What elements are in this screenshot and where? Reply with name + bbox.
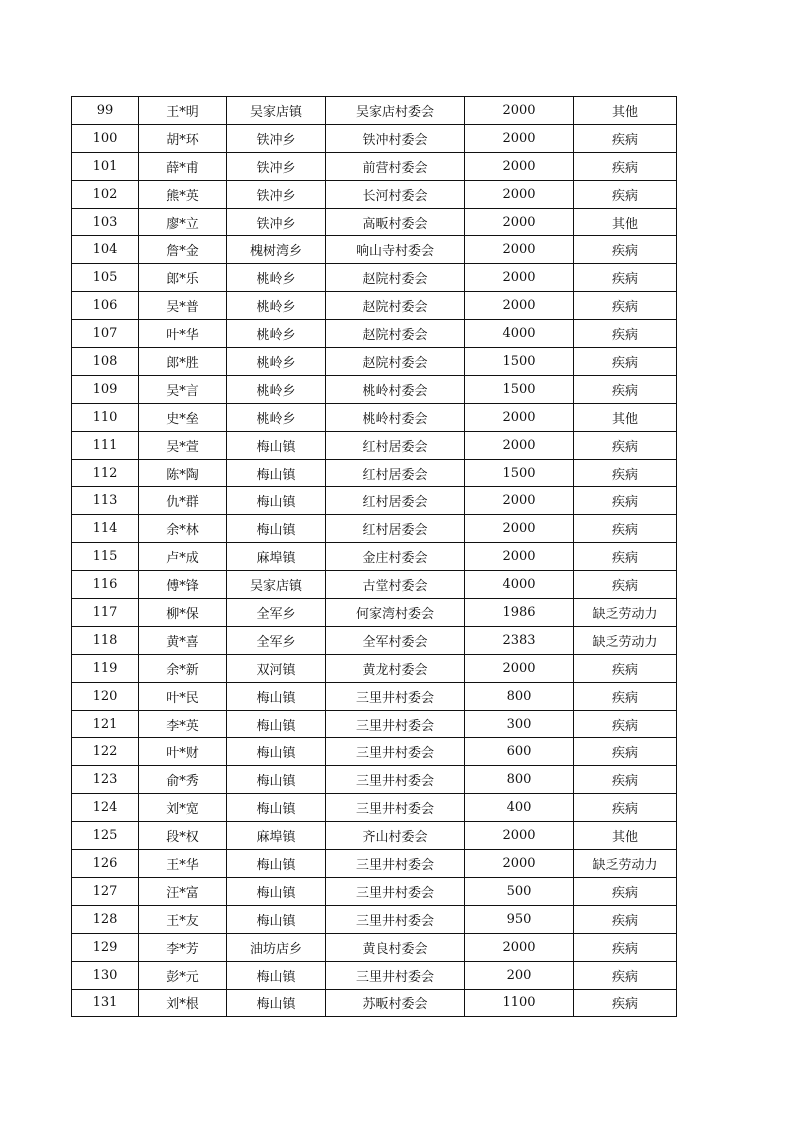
village-committee-cell: 全军村委会	[326, 626, 465, 654]
name-cell: 傅*锋	[139, 571, 227, 599]
table-row	[72, 766, 677, 794]
township-cell: 梅山镇	[227, 989, 326, 1017]
table-row	[72, 487, 677, 515]
township-cell: 梅山镇	[227, 905, 326, 933]
village-committee-cell: 三里井村委会	[326, 905, 465, 933]
reason-cell: 疾病	[574, 989, 677, 1017]
township-cell: 梅山镇	[227, 738, 326, 766]
village-committee-cell: 黄良村委会	[326, 933, 465, 961]
amount-cell: 2000	[465, 431, 574, 459]
name-cell: 郎*乐	[139, 264, 227, 292]
reason-cell: 疾病	[574, 794, 677, 822]
row-number-cell: 131	[72, 989, 139, 1017]
amount-cell: 800	[465, 766, 574, 794]
township-cell: 双河镇	[227, 654, 326, 682]
township-cell: 梅山镇	[227, 710, 326, 738]
name-cell: 柳*保	[139, 599, 227, 627]
village-committee-cell: 红村居委会	[326, 459, 465, 487]
table-row	[72, 794, 677, 822]
township-cell: 吴家店镇	[227, 97, 326, 125]
table-row	[72, 152, 677, 180]
reason-cell: 疾病	[574, 766, 677, 794]
township-cell: 梅山镇	[227, 794, 326, 822]
village-committee-cell: 何家湾村委会	[326, 599, 465, 627]
reason-cell: 疾病	[574, 487, 677, 515]
table-row	[72, 459, 677, 487]
row-number-cell: 129	[72, 933, 139, 961]
township-cell: 吴家店镇	[227, 571, 326, 599]
table-row	[72, 877, 677, 905]
name-cell: 卢*成	[139, 543, 227, 571]
name-cell: 俞*秀	[139, 766, 227, 794]
table-row	[72, 822, 677, 850]
name-cell: 李*芳	[139, 933, 227, 961]
reason-cell: 疾病	[574, 348, 677, 376]
township-cell: 桃岭乡	[227, 264, 326, 292]
name-cell: 史*垒	[139, 403, 227, 431]
reason-cell: 其他	[574, 208, 677, 236]
township-cell: 铁冲乡	[227, 124, 326, 152]
amount-cell: 500	[465, 877, 574, 905]
table-row	[72, 403, 677, 431]
amount-cell: 1500	[465, 348, 574, 376]
name-cell: 仇*群	[139, 487, 227, 515]
row-number-cell: 107	[72, 320, 139, 348]
amount-cell: 2000	[465, 208, 574, 236]
name-cell: 王*华	[139, 850, 227, 878]
table-row	[72, 236, 677, 264]
village-committee-cell: 三里井村委会	[326, 766, 465, 794]
reason-cell: 疾病	[574, 710, 677, 738]
table-row	[72, 320, 677, 348]
row-number-cell: 100	[72, 124, 139, 152]
amount-cell: 2000	[465, 543, 574, 571]
village-committee-cell: 三里井村委会	[326, 738, 465, 766]
amount-cell: 2000	[465, 292, 574, 320]
amount-cell: 2000	[465, 850, 574, 878]
reason-cell: 疾病	[574, 152, 677, 180]
township-cell: 桃岭乡	[227, 375, 326, 403]
village-committee-cell: 吴家店村委会	[326, 97, 465, 125]
amount-cell: 600	[465, 738, 574, 766]
village-committee-cell: 桃岭村委会	[326, 375, 465, 403]
table-row	[72, 97, 677, 125]
village-committee-cell: 红村居委会	[326, 487, 465, 515]
row-number-cell: 120	[72, 682, 139, 710]
amount-cell: 200	[465, 961, 574, 989]
reason-cell: 缺乏劳动力	[574, 626, 677, 654]
name-cell: 刘*宽	[139, 794, 227, 822]
village-committee-cell: 赵院村委会	[326, 320, 465, 348]
name-cell: 廖*立	[139, 208, 227, 236]
township-cell: 槐树湾乡	[227, 236, 326, 264]
village-committee-cell: 前营村委会	[326, 152, 465, 180]
row-number-cell: 102	[72, 180, 139, 208]
name-cell: 詹*金	[139, 236, 227, 264]
township-cell: 麻埠镇	[227, 543, 326, 571]
township-cell: 桃岭乡	[227, 348, 326, 376]
name-cell: 熊*英	[139, 180, 227, 208]
row-number-cell: 109	[72, 375, 139, 403]
name-cell: 段*权	[139, 822, 227, 850]
amount-cell: 2000	[465, 403, 574, 431]
name-cell: 胡*环	[139, 124, 227, 152]
reason-cell: 疾病	[574, 654, 677, 682]
township-cell: 麻埠镇	[227, 822, 326, 850]
township-cell: 梅山镇	[227, 459, 326, 487]
reason-cell: 疾病	[574, 236, 677, 264]
name-cell: 吴*言	[139, 375, 227, 403]
table-row	[72, 682, 677, 710]
amount-cell: 400	[465, 794, 574, 822]
row-number-cell: 101	[72, 152, 139, 180]
row-number-cell: 112	[72, 459, 139, 487]
table-row	[72, 515, 677, 543]
township-cell: 梅山镇	[227, 766, 326, 794]
township-cell: 铁冲乡	[227, 180, 326, 208]
table-row	[72, 738, 677, 766]
village-committee-cell: 桃岭村委会	[326, 403, 465, 431]
row-number-cell: 99	[72, 97, 139, 125]
row-number-cell: 126	[72, 850, 139, 878]
name-cell: 陈*陶	[139, 459, 227, 487]
reason-cell: 疾病	[574, 682, 677, 710]
table-row	[72, 626, 677, 654]
row-number-cell: 124	[72, 794, 139, 822]
row-number-cell: 118	[72, 626, 139, 654]
row-number-cell: 121	[72, 710, 139, 738]
table-row	[72, 431, 677, 459]
name-cell: 余*新	[139, 654, 227, 682]
township-cell: 桃岭乡	[227, 292, 326, 320]
village-committee-cell: 古堂村委会	[326, 571, 465, 599]
table-row	[72, 961, 677, 989]
reason-cell: 疾病	[574, 933, 677, 961]
reason-cell: 疾病	[574, 905, 677, 933]
amount-cell: 2383	[465, 626, 574, 654]
row-number-cell: 127	[72, 877, 139, 905]
table-row	[72, 571, 677, 599]
amount-cell: 2000	[465, 124, 574, 152]
row-number-cell: 115	[72, 543, 139, 571]
amount-cell: 2000	[465, 822, 574, 850]
row-number-cell: 117	[72, 599, 139, 627]
reason-cell: 疾病	[574, 571, 677, 599]
table-row	[72, 292, 677, 320]
village-committee-cell: 赵院村委会	[326, 348, 465, 376]
village-committee-cell: 红村居委会	[326, 431, 465, 459]
reason-cell: 缺乏劳动力	[574, 850, 677, 878]
township-cell: 梅山镇	[227, 431, 326, 459]
village-committee-cell: 赵院村委会	[326, 292, 465, 320]
village-committee-cell: 高畈村委会	[326, 208, 465, 236]
reason-cell: 疾病	[574, 738, 677, 766]
table-row	[72, 543, 677, 571]
village-committee-cell: 长河村委会	[326, 180, 465, 208]
reason-cell: 其他	[574, 403, 677, 431]
amount-cell: 950	[465, 905, 574, 933]
table-row	[72, 850, 677, 878]
row-number-cell: 110	[72, 403, 139, 431]
reason-cell: 疾病	[574, 264, 677, 292]
name-cell: 彭*元	[139, 961, 227, 989]
reason-cell: 其他	[574, 822, 677, 850]
name-cell: 王*明	[139, 97, 227, 125]
row-number-cell: 119	[72, 654, 139, 682]
amount-cell: 300	[465, 710, 574, 738]
name-cell: 刘*根	[139, 989, 227, 1017]
amount-cell: 2000	[465, 933, 574, 961]
table-row	[72, 208, 677, 236]
table-row	[72, 375, 677, 403]
row-number-cell: 122	[72, 738, 139, 766]
table-row	[72, 989, 677, 1017]
reason-cell: 疾病	[574, 292, 677, 320]
township-cell: 全军乡	[227, 599, 326, 627]
township-cell: 梅山镇	[227, 682, 326, 710]
name-cell: 郎*胜	[139, 348, 227, 376]
township-cell: 梅山镇	[227, 877, 326, 905]
township-cell: 铁冲乡	[227, 152, 326, 180]
township-cell: 全军乡	[227, 626, 326, 654]
village-committee-cell: 三里井村委会	[326, 961, 465, 989]
township-cell: 梅山镇	[227, 961, 326, 989]
township-cell: 铁冲乡	[227, 208, 326, 236]
amount-cell: 1986	[465, 599, 574, 627]
amount-cell: 2000	[465, 97, 574, 125]
row-number-cell: 106	[72, 292, 139, 320]
table-row	[72, 180, 677, 208]
name-cell: 薛*甫	[139, 152, 227, 180]
amount-cell: 2000	[465, 236, 574, 264]
name-cell: 黄*喜	[139, 626, 227, 654]
amount-cell: 800	[465, 682, 574, 710]
amount-cell: 2000	[465, 654, 574, 682]
table-row	[72, 599, 677, 627]
name-cell: 吴*萱	[139, 431, 227, 459]
name-cell: 叶*华	[139, 320, 227, 348]
reason-cell: 其他	[574, 97, 677, 125]
village-committee-cell: 三里井村委会	[326, 877, 465, 905]
name-cell: 李*英	[139, 710, 227, 738]
reason-cell: 缺乏劳动力	[574, 599, 677, 627]
township-cell: 桃岭乡	[227, 320, 326, 348]
village-committee-cell: 三里井村委会	[326, 710, 465, 738]
table-row	[72, 905, 677, 933]
amount-cell: 2000	[465, 487, 574, 515]
amount-cell: 1500	[465, 459, 574, 487]
village-committee-cell: 铁冲村委会	[326, 124, 465, 152]
amount-cell: 2000	[465, 152, 574, 180]
reason-cell: 疾病	[574, 180, 677, 208]
village-committee-cell: 红村居委会	[326, 515, 465, 543]
amount-cell: 2000	[465, 264, 574, 292]
reason-cell: 疾病	[574, 543, 677, 571]
reason-cell: 疾病	[574, 459, 677, 487]
village-committee-cell: 黄龙村委会	[326, 654, 465, 682]
village-committee-cell: 金庄村委会	[326, 543, 465, 571]
reason-cell: 疾病	[574, 320, 677, 348]
village-committee-cell: 苏畈村委会	[326, 989, 465, 1017]
village-committee-cell: 响山寺村委会	[326, 236, 465, 264]
amount-cell: 4000	[465, 320, 574, 348]
village-committee-cell: 三里井村委会	[326, 682, 465, 710]
amount-cell: 4000	[465, 571, 574, 599]
village-committee-cell: 赵院村委会	[326, 264, 465, 292]
amount-cell: 2000	[465, 180, 574, 208]
township-cell: 桃岭乡	[227, 403, 326, 431]
row-number-cell: 103	[72, 208, 139, 236]
table-row	[72, 654, 677, 682]
row-number-cell: 114	[72, 515, 139, 543]
reason-cell: 疾病	[574, 877, 677, 905]
amount-cell: 1100	[465, 989, 574, 1017]
township-cell: 梅山镇	[227, 487, 326, 515]
row-number-cell: 104	[72, 236, 139, 264]
amount-cell: 2000	[465, 515, 574, 543]
row-number-cell: 128	[72, 905, 139, 933]
reason-cell: 疾病	[574, 375, 677, 403]
amount-cell: 1500	[465, 375, 574, 403]
records-table-body	[72, 97, 677, 1017]
village-committee-cell: 三里井村委会	[326, 794, 465, 822]
row-number-cell: 116	[72, 571, 139, 599]
table-row	[72, 710, 677, 738]
reason-cell: 疾病	[574, 124, 677, 152]
village-committee-cell: 齐山村委会	[326, 822, 465, 850]
township-cell: 油坊店乡	[227, 933, 326, 961]
row-number-cell: 130	[72, 961, 139, 989]
village-committee-cell: 三里井村委会	[326, 850, 465, 878]
name-cell: 王*友	[139, 905, 227, 933]
name-cell: 叶*民	[139, 682, 227, 710]
name-cell: 叶*财	[139, 738, 227, 766]
table-row	[72, 264, 677, 292]
township-cell: 梅山镇	[227, 850, 326, 878]
reason-cell: 疾病	[574, 515, 677, 543]
name-cell: 余*林	[139, 515, 227, 543]
table-row	[72, 348, 677, 376]
records-table	[71, 96, 677, 1017]
row-number-cell: 111	[72, 431, 139, 459]
township-cell: 梅山镇	[227, 515, 326, 543]
name-cell: 吴*普	[139, 292, 227, 320]
row-number-cell: 108	[72, 348, 139, 376]
row-number-cell: 113	[72, 487, 139, 515]
table-row	[72, 124, 677, 152]
name-cell: 汪*富	[139, 877, 227, 905]
reason-cell: 疾病	[574, 431, 677, 459]
row-number-cell: 123	[72, 766, 139, 794]
table-row	[72, 933, 677, 961]
row-number-cell: 105	[72, 264, 139, 292]
reason-cell: 疾病	[574, 961, 677, 989]
row-number-cell: 125	[72, 822, 139, 850]
